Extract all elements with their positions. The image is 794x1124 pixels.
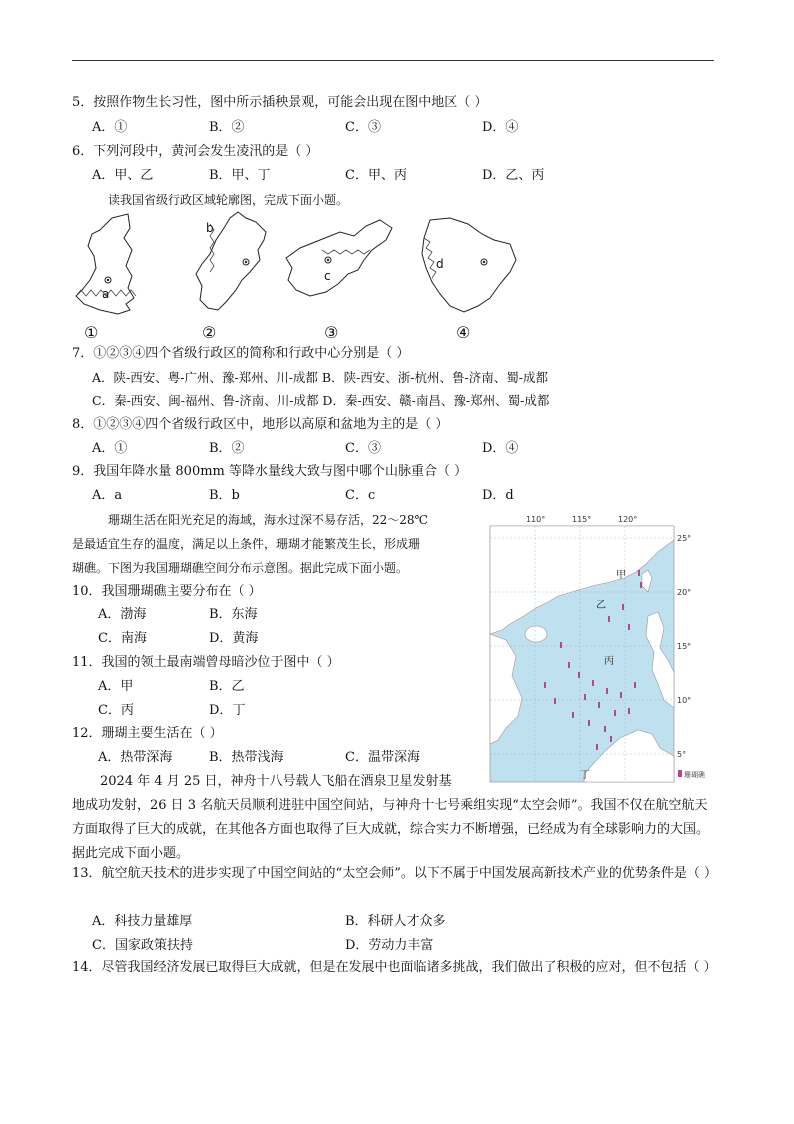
reef-mark xyxy=(584,694,586,700)
q12-option-c[interactable]: C．温带深海 xyxy=(345,750,420,765)
q10-option-d[interactable]: D．黄海 xyxy=(209,631,259,646)
legend-swatch xyxy=(678,770,682,777)
lon-label-115: 115° xyxy=(572,515,592,524)
q11-option-b[interactable]: B．乙 xyxy=(209,679,245,694)
q8-option-a[interactable]: A．① xyxy=(92,441,128,456)
coral-reef-map xyxy=(488,512,708,784)
reef-mark xyxy=(596,744,598,750)
q5-option-b[interactable]: B．② xyxy=(209,120,245,135)
reef-mark xyxy=(614,710,616,716)
q14-stem: 14．尽管我国经济发展已取得巨大成就，但是在发展中也面临诸多挑战，我们做出了积极的应对，但不包括（ ） xyxy=(72,960,717,975)
lat-label-15: 15° xyxy=(677,642,692,651)
province-maps xyxy=(70,210,530,342)
q10-option-a[interactable]: A．渤海 xyxy=(98,607,147,622)
q5-option-c[interactable]: C．③ xyxy=(345,120,381,135)
mountain-label-d: d xyxy=(436,257,444,271)
q9-option-c[interactable]: C．c xyxy=(345,488,376,503)
reef-mark xyxy=(592,680,594,686)
reef-mark xyxy=(634,682,636,688)
reef-mark xyxy=(610,736,612,742)
reef-mark xyxy=(604,726,606,732)
region-label-yi: 乙 xyxy=(596,600,606,611)
q8-option-c[interactable]: C．③ xyxy=(345,441,381,456)
coral-intro-line3: 瑚礁。下图为我国珊瑚礁空间分布示意图。据此完成下面小题。 xyxy=(72,561,409,575)
q5-option-d[interactable]: D．④ xyxy=(482,120,519,135)
q8-stem: 8．①②③④四个省级行政区中，地形以高原和盆地为主的是（ ） xyxy=(72,417,449,432)
q12-option-a[interactable]: A．热带深海 xyxy=(98,750,173,765)
q10-option-c[interactable]: C．南海 xyxy=(98,631,147,646)
q6-option-c[interactable]: C．甲、丙 xyxy=(345,168,407,183)
mountain-range-c xyxy=(322,250,370,254)
q13-option-c[interactable]: C．国家政策扶持 xyxy=(92,938,193,953)
q6-option-b[interactable]: B．甲、丁 xyxy=(209,168,271,183)
lat-label-20: 20° xyxy=(677,588,692,597)
space-intro-body: 地成功发射，26 日 3 名航天员顺利进驻中国空间站，与神舟十七号乘组实现“太空会师”。我国不仅在航空航天方面取得了巨大的成就，在其他各方面也取得了巨大成就，综合实力不断增强，已经成为有全球影响力的大国。据此完成下面小题。 xyxy=(72,798,710,861)
q8-option-d[interactable]: D．④ xyxy=(482,441,519,456)
mountain-range-d xyxy=(424,238,436,278)
q13-option-b[interactable]: B．科研人才众多 xyxy=(345,914,446,929)
lat-label-25: 25° xyxy=(677,534,692,543)
q12-option-b[interactable]: B．热带浅海 xyxy=(209,750,284,765)
reef-mark xyxy=(544,682,546,688)
mountain-label-c: c xyxy=(324,269,331,283)
q5-stem: 5．按照作物生长习性，图中所示插秧景观，可能会出现在图中地区（ ） xyxy=(72,95,488,110)
q11-option-a[interactable]: A．甲 xyxy=(98,679,134,694)
reef-mark xyxy=(588,720,590,726)
q11-option-d[interactable]: D．丁 xyxy=(209,703,246,718)
reef-mark xyxy=(622,604,624,610)
q6-stem: 6．下列河段中，黄河会发生凌汛的是（ ） xyxy=(72,144,319,159)
coral-intro-line2: 是最适宜生存的温度，满足以上条件，珊瑚才能繁茂生长，形成珊 xyxy=(72,537,421,551)
q7-options-ab[interactable]: A．陕-西安、粤-广州、豫-郑州、川-成都 B．陕-西安、浙-杭州、鲁-济南、蜀-成都 xyxy=(92,370,548,385)
q13-option-d[interactable]: D．劳动力丰富 xyxy=(345,938,434,953)
map-label-4: ④ xyxy=(456,323,471,342)
region-label-jia: 甲 xyxy=(616,570,626,581)
reef-mark xyxy=(560,642,562,648)
reef-mark xyxy=(620,692,622,698)
lon-label-120: 120° xyxy=(618,515,638,524)
q9-option-b[interactable]: B．b xyxy=(209,488,240,503)
q10-option-b[interactable]: B．东海 xyxy=(209,607,258,622)
q7-stem: 7．①②③④四个省级行政区的简称和行政中心分别是（ ） xyxy=(72,346,410,361)
q13-stem: 13．航空航天技术的进步实现了中国空间站的“太空会师”。以下不属于中国发展高新技术产业的优势条件是（ ） xyxy=(72,866,717,881)
reef-mark xyxy=(572,712,574,718)
q8-option-b[interactable]: B．② xyxy=(209,441,245,456)
q7-options-cd[interactable]: C．秦-西安、闽-福州、鲁-济南、川-成都 D．秦-西安、赣-南昌、豫-郑州、蜀-成都 xyxy=(92,393,550,408)
top-rule xyxy=(72,60,714,61)
mountain-label-a: a xyxy=(102,287,110,301)
mountain-label-b: b xyxy=(206,221,214,235)
q13-option-a[interactable]: A．科技力量雄厚 xyxy=(92,914,193,929)
reef-mark xyxy=(578,672,580,678)
q6-option-a[interactable]: A．甲、乙 xyxy=(92,168,154,183)
q9-stem: 9．我国年降水量 800mm 等降水量线大致与图中哪个山脉重合（ ） xyxy=(72,464,468,479)
map-label-1: ① xyxy=(84,323,99,342)
legend-label: 珊瑚礁 xyxy=(684,771,705,779)
reef-mark xyxy=(598,702,600,708)
q9-option-d[interactable]: D．d xyxy=(482,488,514,503)
reef-mark xyxy=(638,570,640,576)
q9-option-a[interactable]: A．a xyxy=(92,488,123,503)
q5-option-a[interactable]: A．① xyxy=(92,120,128,135)
map-intro: 读我国省级行政区域轮廓图，完成下面小题。 xyxy=(108,193,349,207)
reef-mark xyxy=(568,662,570,668)
reef-mark xyxy=(554,698,556,704)
q10-stem: 10．我国珊瑚礁主要分布在（ ） xyxy=(72,584,262,599)
q11-stem: 11．我国的领土最南端曾母暗沙位于图中（ ） xyxy=(72,655,340,670)
q12-stem: 12．珊瑚主要生活在（ ） xyxy=(72,726,223,741)
region-label-ding: 丁 xyxy=(580,770,590,781)
lat-label-5: 5° xyxy=(677,750,687,759)
region-label-bing: 丙 xyxy=(604,656,614,667)
q11-option-c[interactable]: C．丙 xyxy=(98,703,134,718)
map-label-2: ② xyxy=(202,323,217,342)
q6-option-d[interactable]: D．乙、丙 xyxy=(482,168,545,183)
lat-label-10: 10° xyxy=(677,696,692,705)
reef-mark xyxy=(608,616,610,622)
space-intro-line1: 2024 年 4 月 25 日，神舟十八号载人飞船在酒泉卫星发射基 xyxy=(100,774,452,789)
reef-mark xyxy=(628,624,630,630)
coral-intro-line1: 珊瑚生活在阳光充足的海域，海水过深不易存活，22～28℃ xyxy=(108,513,428,527)
reef-mark xyxy=(628,708,630,714)
province-outline-3 xyxy=(286,220,392,296)
reef-mark xyxy=(606,688,608,694)
lon-label-110: 110° xyxy=(526,515,546,524)
map-label-3: ③ xyxy=(324,323,339,342)
reef-mark xyxy=(640,582,642,588)
hainan-island xyxy=(525,626,547,642)
